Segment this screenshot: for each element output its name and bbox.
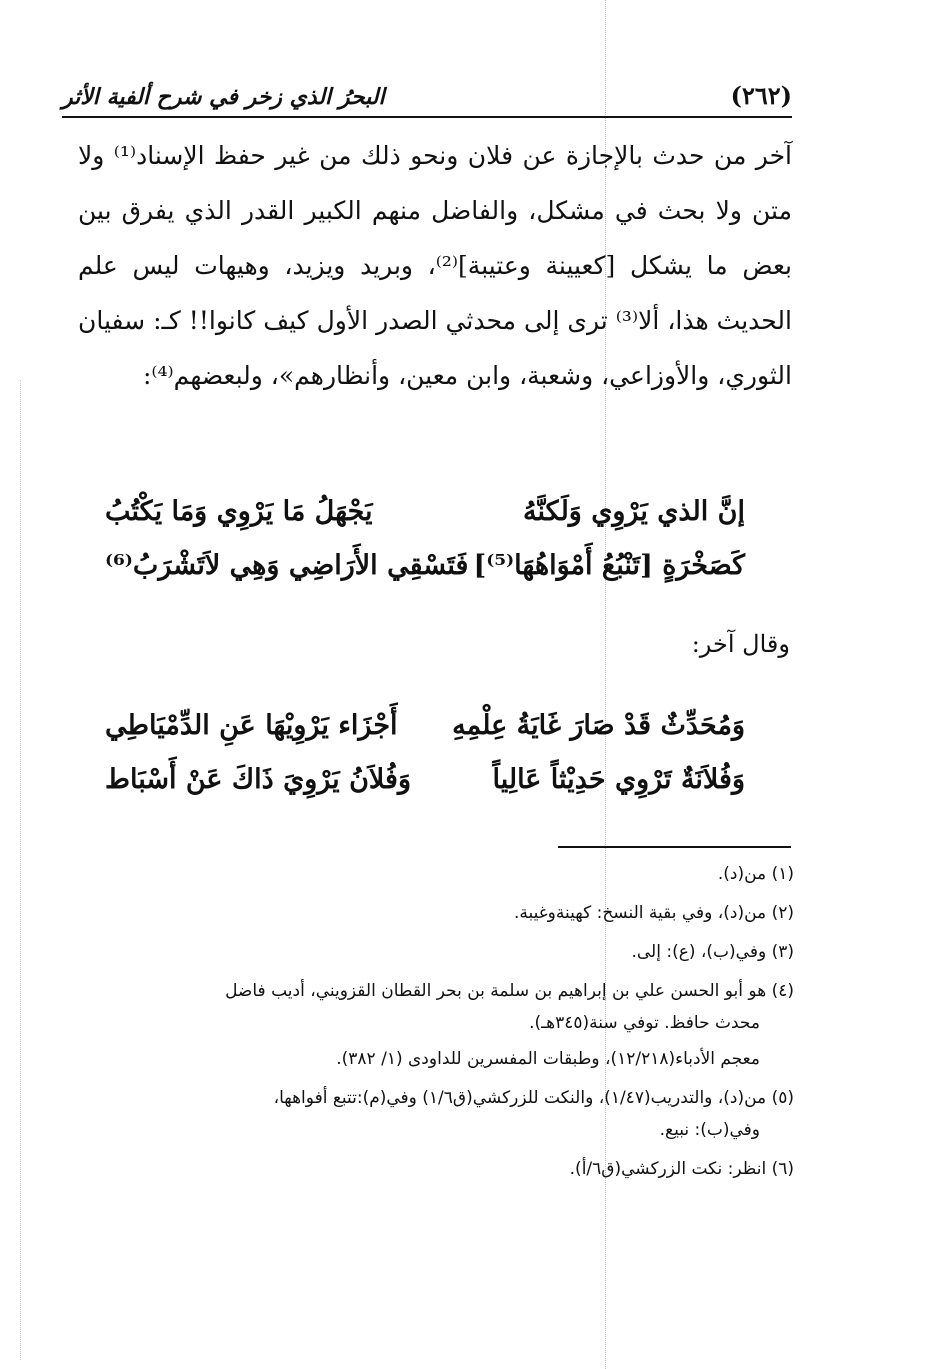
poem-block-2 bbox=[105, 698, 745, 806]
footnote bbox=[80, 897, 794, 929]
verse-first-hemistich: إنَّ الذي يَرْوِي وَلَكنَّهُ bbox=[523, 495, 745, 527]
footnote-continuation: محدث حافظ. توفي سنة(٣٤٥هـ). bbox=[529, 1013, 760, 1033]
footnote bbox=[80, 858, 794, 890]
paragraph: آخر من حدث بالإجازة عن فلان ونحو ذلك من غير حفظ الإسناد⁽¹⁾ ولا متن ولا بحث في مشكل، والفاضل منهم الكبير القدر الذي يفرق بين بعض ما يشكل [كعيينة وعتيبة]⁽²⁾، وبريد ويزيد، وهيهات ليس علم الحديث هذا، ألا⁽³⁾ ترى إلى محدثي الصدر الأول كيف كانوا!! كـ: سفيان الثوري، والأوزاعي، وشعبة، وابن معين، وأنظارهم»، ولبعضهم⁽⁴⁾: bbox=[78, 141, 792, 390]
footnote-text: من(د). bbox=[717, 864, 767, 884]
page-edge-line bbox=[20, 380, 21, 1360]
poem-block-1 bbox=[105, 484, 745, 592]
footnote-number: (٣) bbox=[771, 942, 794, 962]
footnote-number: (٤) bbox=[771, 981, 794, 1001]
verse bbox=[105, 538, 745, 592]
footnote-text: من(د)، وفي بقية النسخ: كهينةوغيبة. bbox=[514, 903, 767, 923]
running-title: البحرُ الذي زخر في شرح ألفية الأثر bbox=[62, 85, 385, 110]
footnote-number: (١) bbox=[771, 864, 794, 884]
footnote bbox=[80, 936, 794, 968]
page-number: (٢٦٢) bbox=[730, 81, 792, 110]
verse-second-hemistich: وَفُلاَنُ يَرْوِيَ ذَاكَ عَنْ أَسْبَاط bbox=[105, 763, 411, 795]
footnote-separator bbox=[558, 846, 791, 848]
verse-second-hemistich: أَجْزَاء يَرْوِيْهَا عَنِ الدِّمْيَاطِي bbox=[105, 709, 398, 741]
footnote-number: (٦) bbox=[771, 1159, 794, 1179]
verse bbox=[105, 484, 745, 538]
footnote bbox=[80, 1153, 794, 1185]
verse bbox=[105, 752, 745, 806]
verse-first-hemistich: وَمُحَدِّثٌ قَدْ صَارَ غَايَةُ عِلْمِهِ bbox=[452, 709, 745, 741]
footnote-text: من(د)، والتدريب(١/٤٧)، والنكت للزركشي(ق١/٦) وفي(م):تتبع أفواهها، bbox=[273, 1088, 767, 1108]
verse-second-hemistich: يَجْهَلُ مَا يَرْوِي وَمَا يَكْتُبُ bbox=[105, 495, 373, 527]
footnote-text: هو أبو الحسن علي بن إبراهيم بن سلمة بن بحر القطان القزويني، أديب فاضل bbox=[225, 981, 767, 1001]
footnote bbox=[80, 975, 794, 1075]
footnotes bbox=[80, 858, 794, 1192]
footnote-continuation: وفي(ب): نبيع. bbox=[659, 1120, 760, 1140]
verse-first-hemistich: كَصَخْرَةٍ [تَنْبُعُ أَمْوَاهُهَا⁽⁵⁾] bbox=[473, 549, 745, 581]
footnote-text: انظر: نكت الزركشي(ق٦/أ). bbox=[569, 1159, 767, 1179]
main-text bbox=[78, 128, 792, 403]
verse-first-hemistich: وَفُلاَنَةٌ تَرْوِي حَدِيْثاً عَالِياً bbox=[492, 763, 745, 795]
verse bbox=[105, 698, 745, 752]
footnote bbox=[80, 1082, 794, 1146]
verse-second-hemistich: فَتَسْقِي الأَرَاضِي وَهِي لاَتَشْرَبُ⁽⁶⁾ bbox=[105, 549, 469, 581]
footnote-reference: معجم الأدباء(١٢/٢١٨)، وطبقات المفسرين للداودى (١/ ٣٨٢). bbox=[336, 1049, 760, 1069]
page-header bbox=[62, 72, 792, 118]
footnote-text: وفي(ب)، (ع): إلى. bbox=[631, 942, 767, 962]
footnote-number: (٥) bbox=[771, 1088, 794, 1108]
poem-intro: وقال آخر: bbox=[691, 630, 790, 658]
footnote-number: (٢) bbox=[771, 903, 794, 923]
